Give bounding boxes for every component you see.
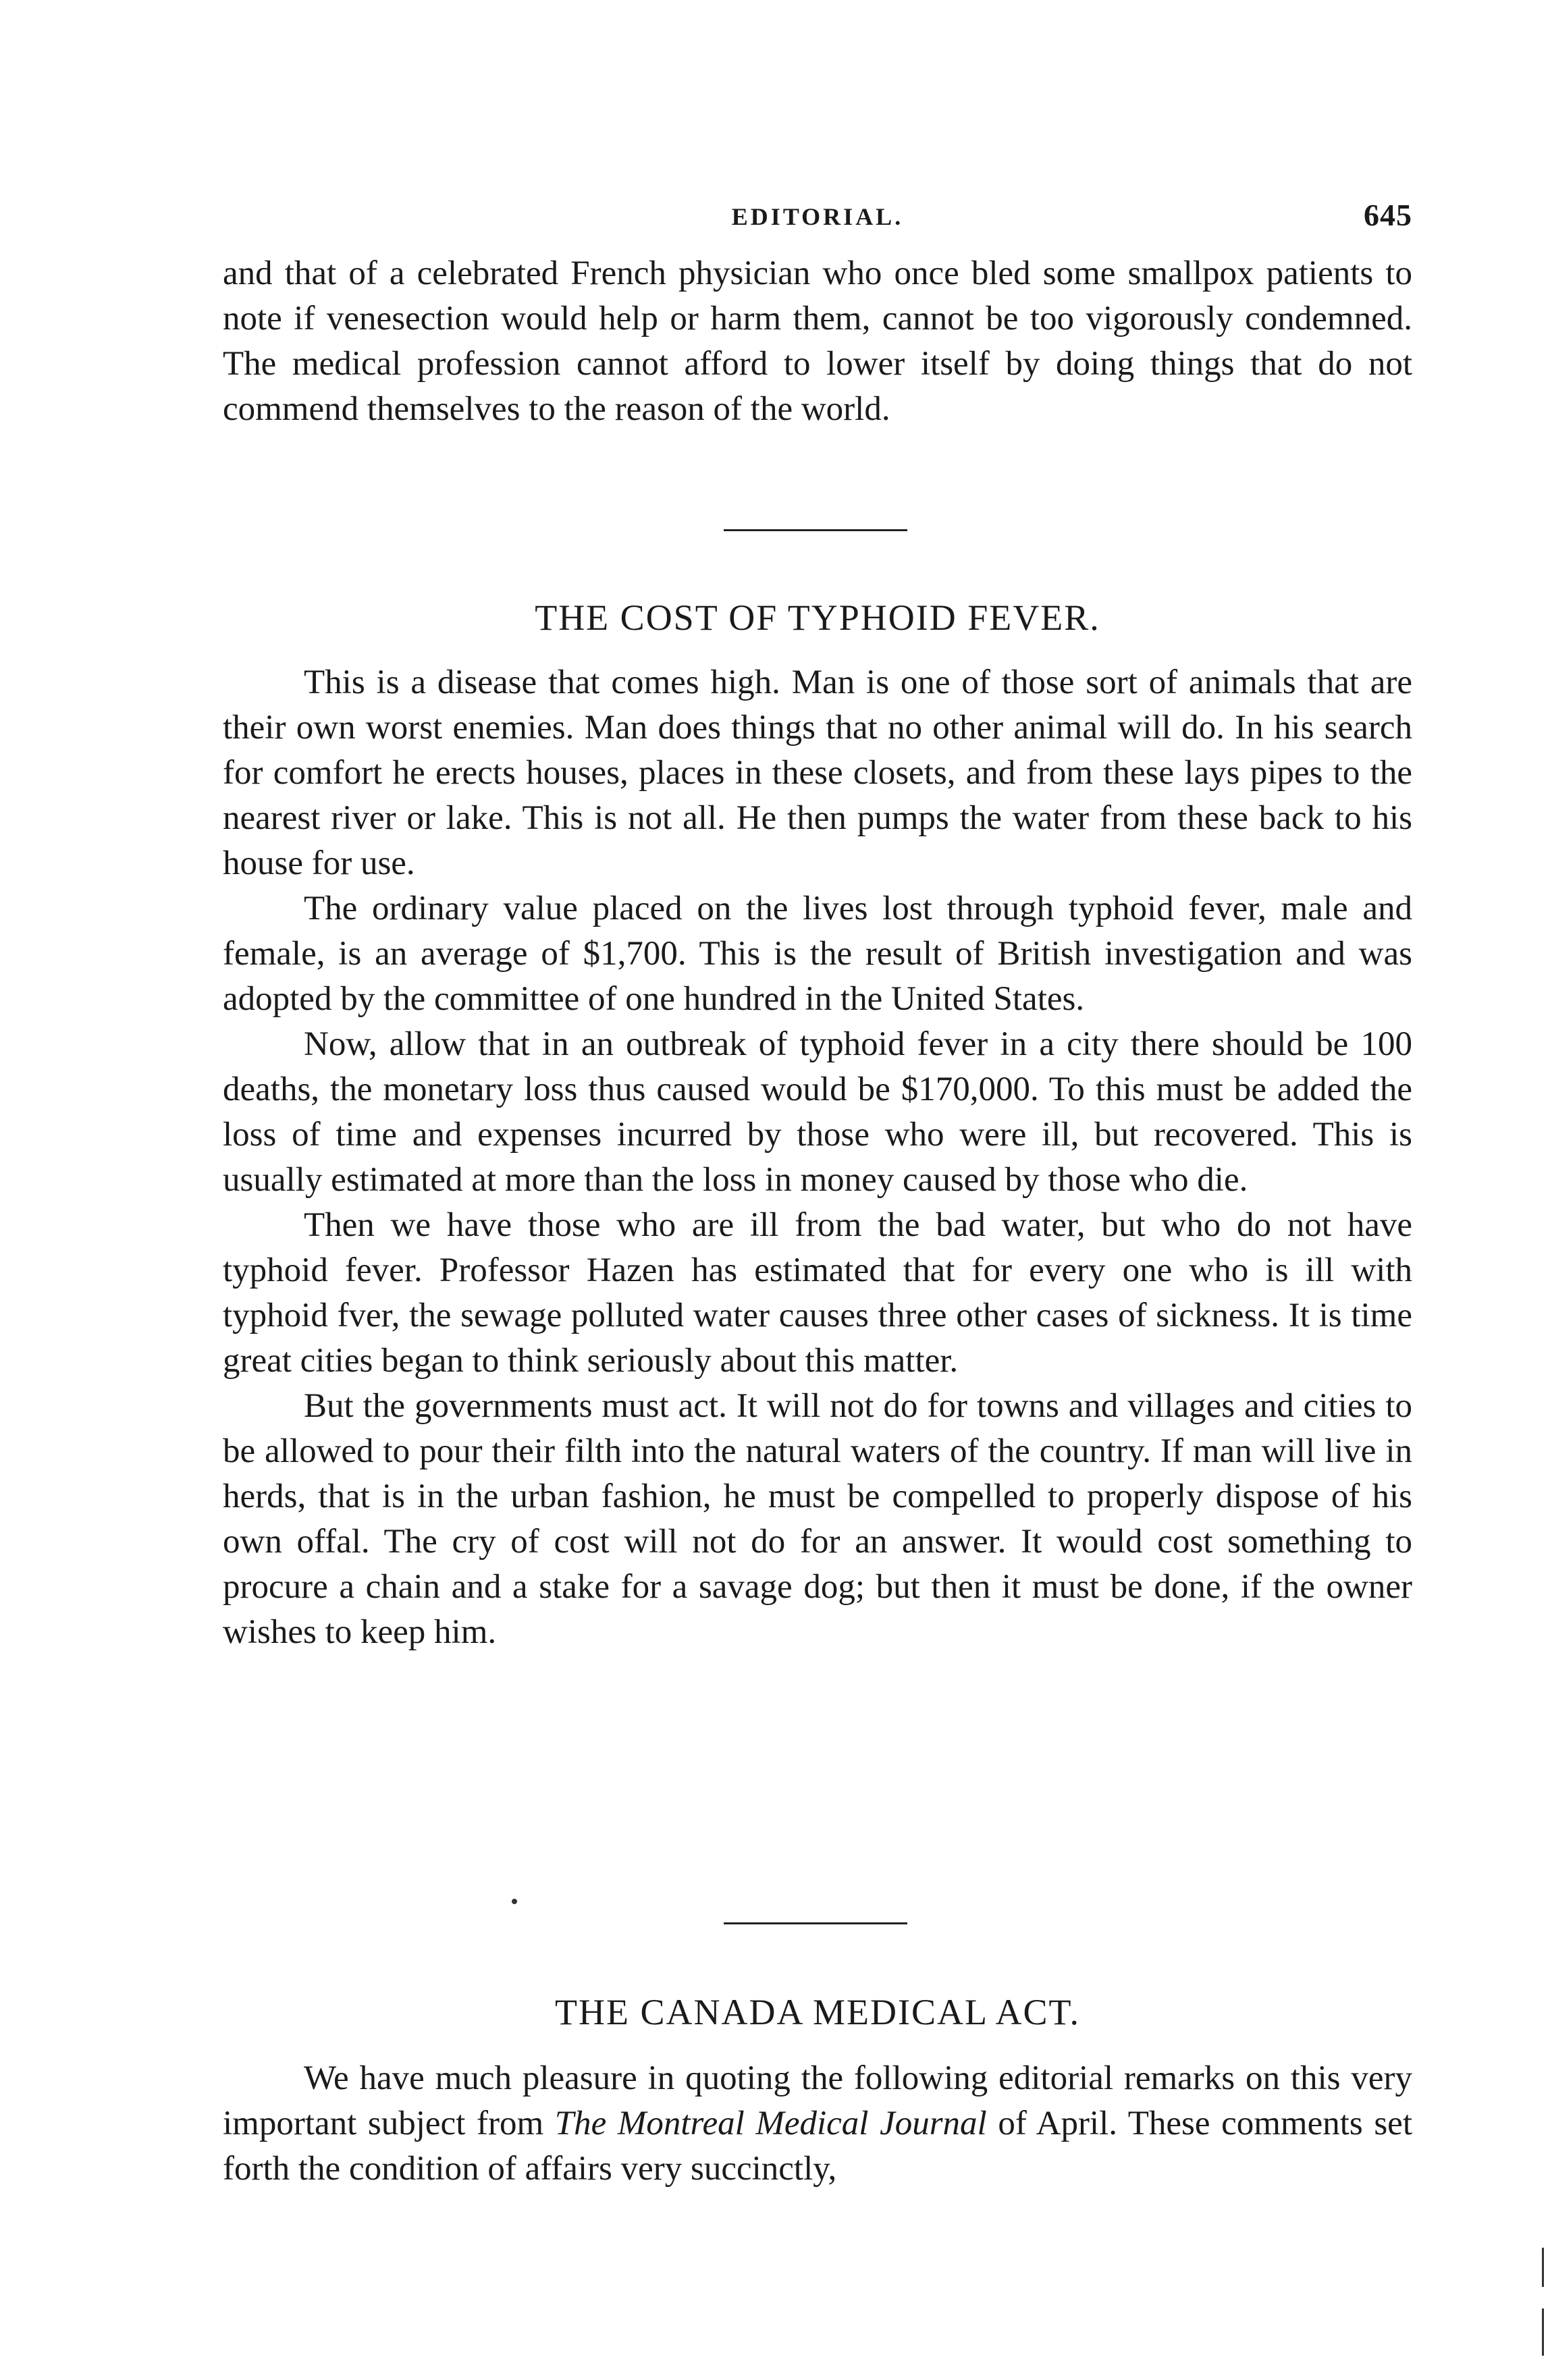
scan-edge-mark: [1542, 2248, 1544, 2287]
typhoid-paragraph-4: Then we have those who are ill from the bad water, but who do not have typhoid fever. Professor Hazen has estimated that for every one who is ill with typhoid fver, the sewage polluted water causes three other cases of sickness. It is time great cities began to think seriously about this matter.: [223, 1206, 1412, 1380]
stray-ink-dot: [512, 1899, 517, 1904]
running-title: EDITORIAL.: [731, 203, 904, 230]
running-header: [223, 197, 1412, 238]
scan-edge-mark: [1542, 2308, 1544, 2356]
section-divider-rule: [724, 529, 907, 531]
typhoid-paragraph-1: This is a disease that comes high. Man is one of those sort of animals that are their own worst enemies. Man does things that no other animal will do. In his search for comfort he erects houses, places in these closets, and from these lays pipes to the nearest river or lake. This is not all. He then pumps the water from these back to his house for use.: [223, 664, 1412, 882]
section-heading-canada: THE CANADA MEDICAL ACT.: [555, 1992, 1080, 2032]
canada-text-after-title: of April. These comments set forth the condition of affairs very succinctly,: [223, 2105, 1412, 2188]
canada-text-before-title: We have much pleasure in quoting the following editorial remarks on this very important subject from: [223, 2059, 1412, 2142]
canada-section-body: [223, 2056, 1412, 2192]
journal-title: The Montreal Medical Journal: [554, 2105, 987, 2142]
canada-paragraph-1: [223, 2056, 1412, 2192]
typhoid-section-body: [223, 660, 1412, 1655]
section-heading-typhoid: THE COST OF TYPHOID FEVER.: [535, 597, 1100, 638]
typhoid-paragraph-3: Now, allow that in an outbreak of typhoid fever in a city there should be 100 deaths, the monetary loss thus caused would be $170,000. To this must be added the loss of time and expenses incurred by those who were ill, but recovered. This is usually estimated at more than the loss in money caused by those who die.: [223, 1025, 1412, 1199]
section-divider-rule: [724, 1922, 907, 1924]
continuation-paragraph: and that of a celebrated French physician who once bled some smallpox patients to note if venesection would help or harm them, cannot be too vigorously condemned. The medical profession cannot afford to lower itself by doing things that do not commend themselves to the reason of the world.: [223, 254, 1412, 428]
continuation-paragraph-block: [223, 251, 1412, 432]
typhoid-paragraph-2: The ordinary value placed on the lives lost through typhoid fever, male and female, is an average of $1,700. This is the result of British investigation and was adopted by the committee of one hundred in the United States.: [223, 890, 1412, 1018]
typhoid-paragraph-5: But the governments must act. It will not do for towns and villages and cities to be allowed to pour their filth into the natural waters of the country. If man will live in herds, that is in the urban fashion, he must be compelled to properly dispose of his own offal. The cry of cost will not do for an answer. It would cost something to procure a chain and a stake for a savage dog; but then it must be done, if the owner wishes to keep him.: [223, 1387, 1412, 1651]
page-number: 645: [1364, 198, 1412, 232]
